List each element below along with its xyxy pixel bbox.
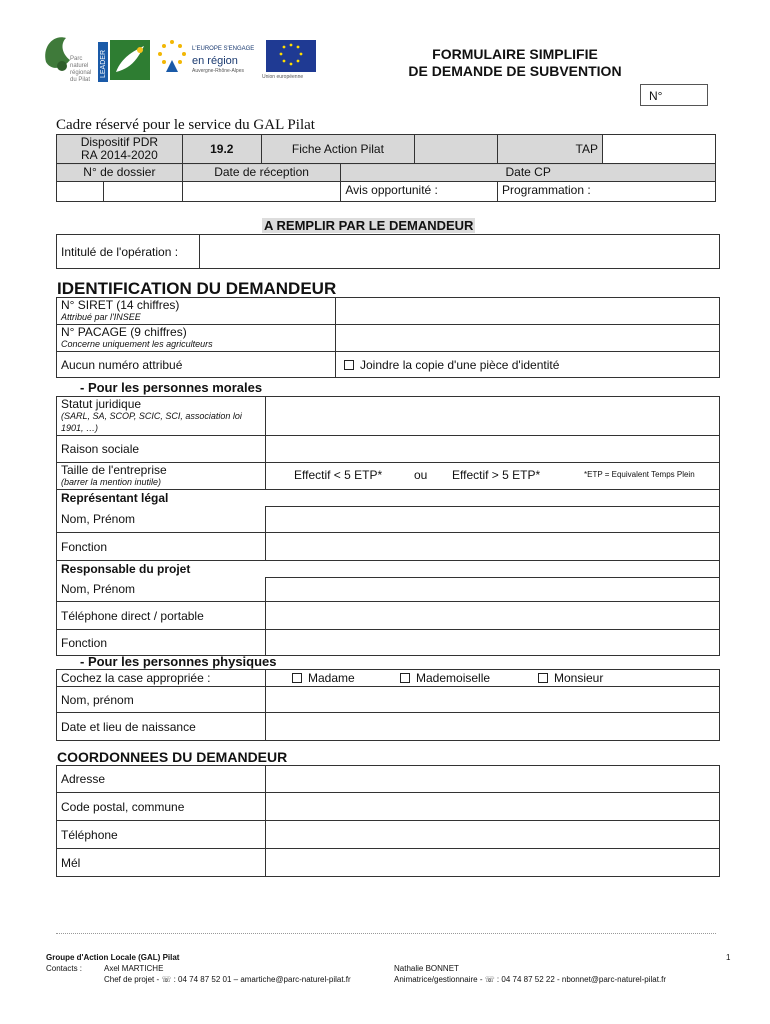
pacage-label-cell xyxy=(57,325,336,352)
logos xyxy=(40,32,320,87)
resp-tel-input[interactable] xyxy=(266,602,720,630)
taille-label: Taille de l'entreprise xyxy=(61,463,167,477)
identification-title: IDENTIFICATION DU DEMANDEUR xyxy=(57,279,337,298)
tel-input[interactable] xyxy=(266,821,720,849)
coordonnees-title: COORDONNEES DU DEMANDEUR xyxy=(57,749,288,765)
raison-label: Raison sociale xyxy=(57,436,266,463)
svg-text:L'EUROPE S'ENGAGE: L'EUROPE S'ENGAGE xyxy=(192,46,255,52)
rep-nom-input[interactable] xyxy=(266,507,720,533)
cell-code: 19.2 xyxy=(182,135,261,164)
representant-title: Représentant légal xyxy=(57,490,720,507)
phys-naissance-label: Date et lieu de naissance xyxy=(57,713,266,741)
europe-region-logo xyxy=(158,40,254,74)
morales-title: - Pour les personnes morales xyxy=(80,380,263,395)
form-number-box[interactable] xyxy=(640,84,708,106)
cell-fiche-value[interactable] xyxy=(415,135,498,164)
statut-note: (SARL, SA, SCOP, SCIC, SCI, association loi 1901, …) xyxy=(61,411,242,433)
svg-text:LEADER: LEADER xyxy=(100,49,107,78)
effectif-ou: ou xyxy=(414,468,428,482)
physiques-table xyxy=(56,669,720,741)
footer-role-2: Animatrice/gestionnaire - ☏ : 04 74 87 52 22 - nbonnet@parc-naturel-pilat.fr xyxy=(394,975,667,984)
intitule-input[interactable] xyxy=(200,235,720,269)
coordonnees-table xyxy=(56,765,720,877)
joindre-cell[interactable] xyxy=(336,352,720,378)
svg-text:Auvergne-Rhône-Alpes: Auvergne-Rhône-Alpes xyxy=(192,68,244,74)
resp-nom-input[interactable] xyxy=(266,578,720,602)
footer-name-2: Nathalie BONNET xyxy=(394,964,459,973)
phys-naissance-input[interactable] xyxy=(266,713,720,741)
svg-text:régional: régional xyxy=(70,70,92,76)
phys-nom-label: Nom, prénom xyxy=(57,687,266,713)
monsieur-checkbox[interactable] xyxy=(538,673,548,683)
eu-flag-logo xyxy=(262,40,316,80)
cell-date-cp: Date CP xyxy=(341,164,716,182)
mel-input[interactable] xyxy=(266,849,720,877)
cell-dispositif xyxy=(57,135,183,164)
resp-tel-label: Téléphone direct / portable xyxy=(57,602,266,630)
mademoiselle-checkbox[interactable] xyxy=(400,673,410,683)
parc-pilat-logo xyxy=(45,37,91,83)
svg-text:du Pilat: du Pilat xyxy=(70,77,91,83)
title-line-2: DE DEMANDE DE SUBVENTION xyxy=(408,63,622,79)
mademoiselle-label: Mademoiselle xyxy=(416,671,491,685)
title-line-1: FORMULAIRE SIMPLIFIE xyxy=(432,46,598,62)
svg-text:Parc: Parc xyxy=(70,56,83,62)
adresse-label: Adresse xyxy=(57,766,266,793)
mel-label: Mél xyxy=(57,849,266,877)
madame-checkbox[interactable] xyxy=(292,673,302,683)
pacage-label: N° PACAGE (9 chiffres) xyxy=(61,325,187,339)
leader-logo xyxy=(98,40,150,82)
resp-nom-label: Nom, Prénom xyxy=(57,578,266,602)
cell-dossier-value-b[interactable] xyxy=(104,182,183,202)
cadre-table xyxy=(56,134,716,202)
logo-graphics xyxy=(40,32,320,87)
monsieur-option[interactable] xyxy=(538,671,603,685)
taille-label-cell xyxy=(57,463,266,490)
dispositif-line-1: Dispositif PDR xyxy=(80,135,159,149)
statut-label: Statut juridique xyxy=(61,397,142,411)
phys-nom-input[interactable] xyxy=(266,687,720,713)
taille-cell[interactable] xyxy=(266,463,720,490)
cadre-title: Cadre réservé pour le service du GAL Pilat xyxy=(56,117,315,133)
footer-name-1: Axel MARTICHE xyxy=(104,964,164,973)
etp-note: *ETP = Equivalent Temps Plein xyxy=(584,470,695,479)
cell-tap: TAP xyxy=(498,135,603,164)
svg-text:naturel: naturel xyxy=(70,63,89,69)
adresse-input[interactable] xyxy=(266,766,720,793)
footer-role-1: Chef de projet - ☏ : 04 74 87 52 01 – amartiche@parc-naturel-pilat.fr xyxy=(104,975,351,984)
rep-fonction-label: Fonction xyxy=(57,533,266,561)
cell-dossier-value-a[interactable] xyxy=(57,182,104,202)
joindre-label: Joindre la copie d'une pièce d'identité xyxy=(360,357,560,372)
intitule-table xyxy=(56,234,720,269)
raison-input[interactable] xyxy=(266,436,720,463)
statut-label-cell xyxy=(57,397,266,436)
svg-text:Union européenne: Union européenne xyxy=(262,74,304,80)
cell-reception-value[interactable] xyxy=(182,182,341,202)
footer-divider xyxy=(56,933,716,934)
effectif-gt[interactable]: Effectif > 5 ETP* xyxy=(452,468,541,482)
cp-label: Code postal, commune xyxy=(57,793,266,821)
cp-input[interactable] xyxy=(266,793,720,821)
madame-option[interactable] xyxy=(292,671,355,685)
page-number: 1 xyxy=(726,953,731,962)
rep-fonction-input[interactable] xyxy=(266,533,720,561)
aucun-label: Aucun numéro attribué xyxy=(57,352,336,378)
cochez-label: Cochez la case appropriée : xyxy=(57,670,266,687)
tel-label: Téléphone xyxy=(57,821,266,849)
resp-fonction-label: Fonction xyxy=(57,630,266,656)
identification-table xyxy=(56,297,720,378)
form-number-label: N° xyxy=(649,89,663,103)
cell-fiche: Fiche Action Pilat xyxy=(261,135,414,164)
rep-nom-label: Nom, Prénom xyxy=(57,507,266,533)
siret-label-cell xyxy=(57,298,336,325)
dispositif-line-2: RA 2014-2020 xyxy=(81,148,158,162)
statut-input[interactable] xyxy=(266,397,720,436)
cell-programmation[interactable]: Programmation : xyxy=(498,182,716,202)
morales-table xyxy=(56,396,720,656)
svg-text:en région: en région xyxy=(192,55,238,67)
footer-contacts-label: Contacts : xyxy=(46,964,83,973)
responsable-title: Responsable du projet xyxy=(57,561,720,578)
form-title xyxy=(360,46,670,80)
civilite-cell xyxy=(266,670,720,687)
physiques-title: - Pour les personnes physiques xyxy=(80,654,277,669)
siret-note: Attribué par l'INSEE xyxy=(61,312,141,322)
siret-label: N° SIRET (14 chiffres) xyxy=(61,298,180,312)
monsieur-label: Monsieur xyxy=(554,671,604,685)
cell-tap-value[interactable] xyxy=(603,135,716,164)
cell-reception: Date de réception xyxy=(182,164,341,182)
cell-avis[interactable]: Avis opportunité : xyxy=(341,182,498,202)
pacage-note: Concerne uniquement les agriculteurs xyxy=(61,339,213,349)
cell-dossier: N° de dossier xyxy=(57,164,183,182)
mademoiselle-option[interactable] xyxy=(400,671,490,685)
pacage-input[interactable] xyxy=(336,325,720,352)
footer-org: Groupe d'Action Locale (GAL) Pilat xyxy=(46,953,180,962)
resp-fonction-input[interactable] xyxy=(266,630,720,656)
siret-input[interactable] xyxy=(336,298,720,325)
intitule-label: Intitulé de l'opération : xyxy=(57,235,200,269)
remplir-title: A REMPLIR PAR LE DEMANDEUR xyxy=(264,218,474,233)
madame-label: Madame xyxy=(308,671,355,685)
effectif-lt[interactable]: Effectif < 5 ETP* xyxy=(294,468,383,482)
joindre-checkbox[interactable] xyxy=(344,360,354,370)
taille-note: (barrer la mention inutile) xyxy=(61,477,162,487)
